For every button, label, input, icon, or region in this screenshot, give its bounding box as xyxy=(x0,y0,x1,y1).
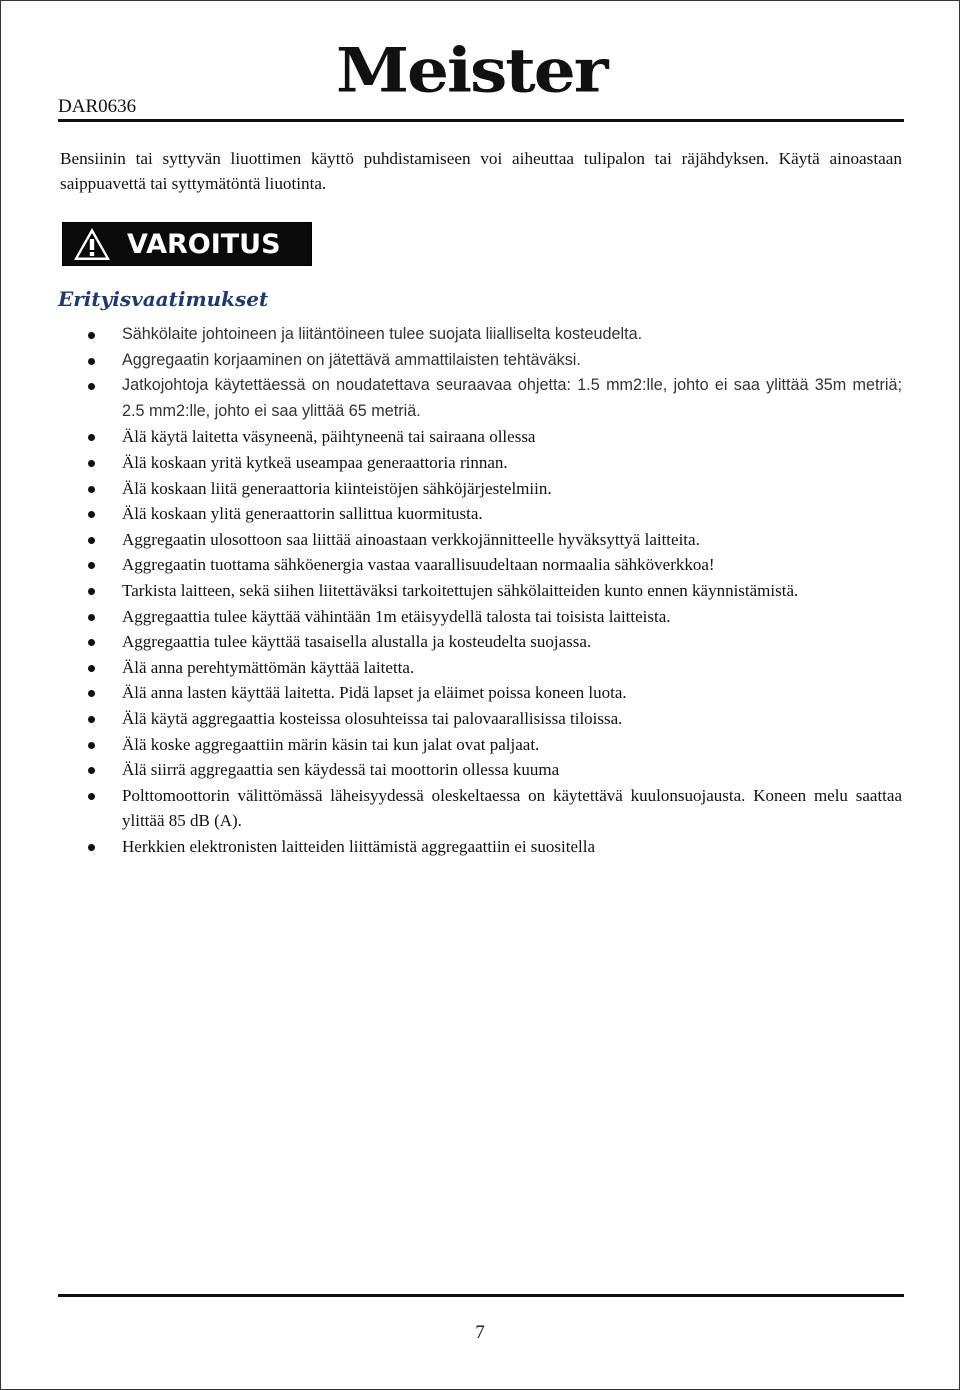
requirements-list xyxy=(88,322,902,859)
list-item: Polttomoottorin välittömässä läheisyydessä oleskeltaessa on käytettävä kuulonsuojausta. Koneen melu saattaa ylittää 85 dB (A). xyxy=(88,783,902,834)
document-code: DAR0636 xyxy=(58,96,137,117)
intro-paragraph xyxy=(60,146,902,196)
list-item: Aggregaattia tulee käyttää vähintään 1m etäisyydellä talosta tai toisista laitteista. xyxy=(88,604,902,630)
bullet-icon xyxy=(88,716,95,723)
brand-logo: Meister xyxy=(336,34,607,107)
bullet-icon xyxy=(88,460,95,467)
list-item: Älä koskaan ylitä generaattorin sallittua kuormitusta. xyxy=(88,501,902,527)
bullet-icon xyxy=(88,767,95,774)
list-item: Aggregaatin korjaaminen on jätettävä ammattilaisten tehtäväksi. xyxy=(88,348,902,374)
bullet-icon xyxy=(88,434,95,441)
bullet-icon xyxy=(88,742,95,749)
page-header xyxy=(58,34,904,122)
bullet-icon xyxy=(88,639,95,646)
section-title: Erityisvaatimukset xyxy=(58,287,269,311)
bullet-icon xyxy=(88,562,95,569)
bullet-icon xyxy=(88,511,95,518)
bullet-icon xyxy=(88,690,95,697)
bullet-icon xyxy=(88,665,95,672)
list-item: Sähkölaite johtoineen ja liitäntöineen tulee suojata liialliselta kosteudelta. xyxy=(88,322,902,348)
list-item: Älä koskaan liitä generaattoria kiinteistöjen sähköjärjestelmiin. xyxy=(88,476,902,502)
list-item: Tarkista laitteen, sekä siihen liitettäväksi tarkoitettujen sähkölaitteiden kunto ennen käynnistämistä. xyxy=(88,578,902,604)
warning-label: VAROITUS xyxy=(127,228,281,260)
warning-triangle-icon xyxy=(63,223,121,265)
list-item: Aggregaattia tulee käyttää tasaisella alustalla ja kosteudelta suojassa. xyxy=(88,629,902,655)
list-item: Herkkien elektronisten laitteiden liittämistä aggregaattiin ei suositella xyxy=(88,834,902,860)
list-item: Aggregaatin tuottama sähköenergia vastaa vaarallisuudeltaan normaalia sähköverkkoa! xyxy=(88,552,902,578)
bullet-icon xyxy=(88,383,95,390)
footer-divider xyxy=(58,1294,904,1297)
bullet-icon xyxy=(88,588,95,595)
bullet-icon xyxy=(88,358,95,365)
bullet-icon xyxy=(88,486,95,493)
list-item: Älä koske aggregaattiin märin käsin tai kun jalat ovat paljaat. xyxy=(88,732,902,758)
list-item: Älä käytä aggregaattia kosteissa olosuhteissa tai palovaarallisissa tiloissa. xyxy=(88,706,902,732)
list-item: Aggregaatin ulosottoon saa liittää ainoastaan verkkojännitteelle hyväksyttyä laitteita. xyxy=(88,527,902,553)
list-item: Älä anna lasten käyttää laitetta. Pidä lapset ja eläimet poissa koneen luota. xyxy=(88,680,902,706)
list-item: Älä siirrä aggregaattia sen käydessä tai moottorin ollessa kuuma xyxy=(88,757,902,783)
bullet-icon xyxy=(88,793,95,800)
bullet-icon xyxy=(88,537,95,544)
bullet-icon xyxy=(88,614,95,621)
intro-text: Bensiinin tai syttyvän liuottimen käyttö puhdistamiseen voi aiheuttaa tulipalon tai räjähdyksen. Käytä ainoastaan saippuavettä tai syttymätöntä liuotinta. xyxy=(60,149,902,193)
page-number: 7 xyxy=(475,1322,485,1343)
list-item: Älä koskaan yritä kytkeä useampaa generaattoria rinnan. xyxy=(88,450,902,476)
warning-banner xyxy=(62,222,312,266)
list-item: Jatkojohtoja käytettäessä on noudatettava seuraavaa ohjetta: 1.5 mm2:lle, johto ei saa ylittää 35m metriä; 2.5 mm2:lle, johto ei saa ylittää 65 metriä. xyxy=(88,373,902,424)
bullet-icon xyxy=(88,844,95,851)
list-item: Älä anna perehtymättömän käyttää laitetta. xyxy=(88,655,902,681)
bullet-icon xyxy=(88,332,95,339)
header-divider xyxy=(58,119,904,122)
list-item: Älä käytä laitetta väsyneenä, päihtyneenä tai sairaana ollessa xyxy=(88,424,902,450)
